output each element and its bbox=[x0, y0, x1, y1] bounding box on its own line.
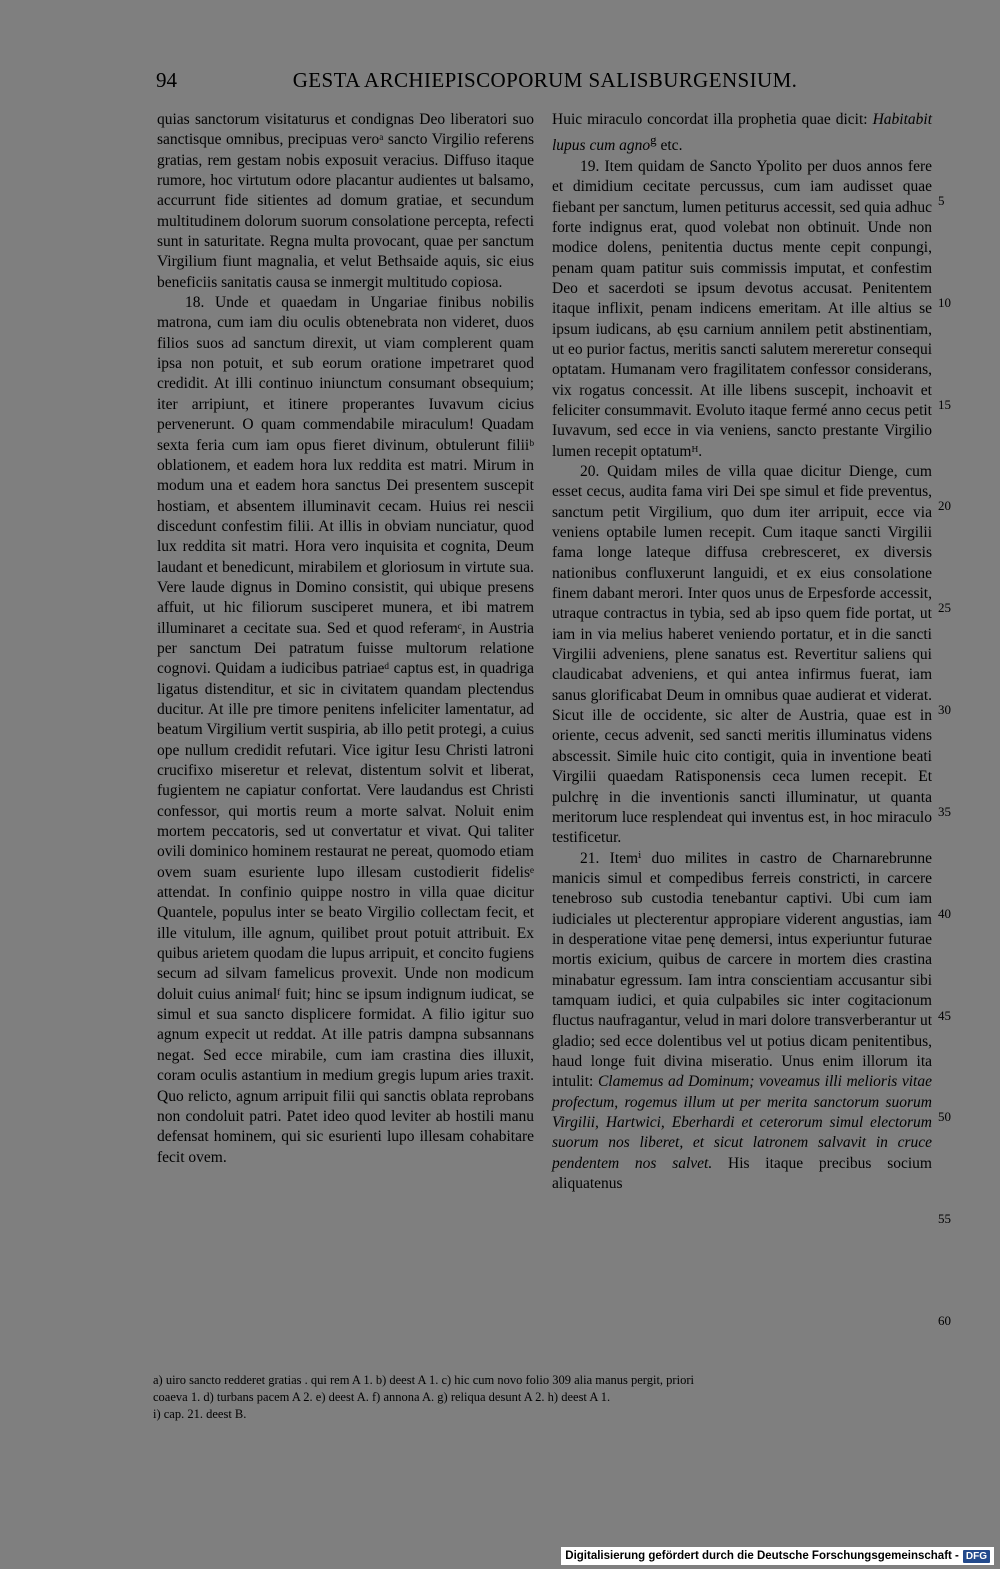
running-title: GESTA ARCHIEPISCOPORUM SALISBURGENSIUM. bbox=[292, 68, 798, 92]
line-number: 5 bbox=[938, 193, 945, 208]
line-number: 20 bbox=[938, 498, 951, 513]
line-number: 30 bbox=[938, 702, 951, 717]
footnote-line: a) uiro sancto redderet gratias . qui rem A 1. b) deest A 1. c) hic cum novo folio 309 alia manus pergit, priori bbox=[153, 1373, 694, 1387]
paragraph-18: 18. Unde et quaedam in Ungariae finibus nobilis matrona, cum iam diu oculis obtenebrata non videret, duos filios suos ad sanctum direxit, ut viam complerent quam ipsa non potuit, et sub eorum oratione impetraret quod credidit. At illi continuo iniunctum consumant obsequium; iter arripiunt, et itinere properantes Iuvavum cicius pervenerunt. O quam commendabile miraculum! Quadam sexta feria cum iam opus fieret divinum, obtulerunt filiiᵇ oblationem, et eadem hora lux reddita est matri. Mirum in modum una et eadem hora sanctus Dei presentem suscepit hostiam, et absentem illuminavit cecam. Huius rei nescii discedunt confestim filii. At illis in obviam nunciatur, quod lux reddita sit matri. Hora vero inquisita et cognita, Deum laudant et benedicunt, mirabilem et gloriosum in virtute sua. Vere laude dignus in Domino consistit, qui ubique presens affuit, ut hic filiorum susciperet munera, et ibi matrem illuminaret a cecitate sua. Sed et quod referamᶜ, in Austria per sanctum Dei patratum fuisse multorum relatione cognovi. Quidam a iudicibus patriaeᵈ captus est, in quadriga ligatus distenditur, et sic in civitatem quandam plectendus ducitur. At ille pre timore penitens infeliciter lamentatur, ad beatum Virgilium vertit suspiria, ab illo petit protegi, a cuius ope nullum credidit refutari. Vice igitur Iesu Christi latroni crucifixo miseretur et relevat, distentum solvit et liberat, fugientem ne capiatur confortat. Vere laudandus est Christi confessor, qui mortis reum a morte salvat. Noluit enim mortem peccatoris, sed ut convertatur et vivat. Qui taliter ovili dominico hominem restaurat ne pereat, quomodo etiam ovem suam esuriente lupo illesam custodierit fidelisᵉ attendat. In confinio quippe nostro in villa quae dicitur Quantele, populus inter se beato Virgilio collectam fecit, et ille vitulum, ille agnum, quilibet prout potuit attribuit. Ex quibus arietem quodam die lupus arripuit, et concito fugiens secum ad silvam famelicus provexit. Unde non modicum doluit cuius animalᶠ fuit; hinc se ipsum indignum iudicat, se simul et sua sancto displicere formidat. A filio igitur suo agnum expecit ut reddat. At ille patris dampna subsannans negat. Sed ecce mirabile, cum iam crastina dies illuxit, coram oculis astantium in medium gregis lupum aries traxit. Quo relicto, agnum arripuit filii qui sanctis oblata reprobans non condoluit patri. Patet ideo quod leviter ab hostili manu defensat hominem, qui sic esurienti lupo illesam cohabitare fecit ovem. bbox=[157, 294, 534, 1166]
right-column bbox=[552, 110, 932, 1194]
footnote-line: i) cap. 21. deest B. bbox=[153, 1407, 247, 1421]
prophecy-end: etc. bbox=[656, 137, 683, 155]
paragraph-21-end: His itaque precibus socium aliquatenus bbox=[552, 1154, 932, 1193]
paragraph-21-text: 21. Itemⁱ duo milites in castro de Charnarebrunne manicis simul et compedibus ferreis constricti, in carcere tenebroso sub custodia tenebantur captivi. Ubi cum iam iudiciales ut plecterentur appropiare viderent angustias, iam in desperatione vitae penę demersi, intus experiuntur futurae mortis exicium, quibus de carcere in mortem dies crastina minabatur egressum. Iam intra conscientiam accusantur sibi tamquam iudici, et quia culpabiles sic inter cogitacionum fluctus naufragantur, velud in mari dolore transverberantur ut gladio; sed ecce dolentibus vel ut potius dicam penitentibus, haud longe fuit divina miseratio. Unus enim illorum ita intulit: bbox=[552, 849, 932, 1091]
prophecy-intro: Huic miraculo concordat illa prophetia quae dicit: bbox=[552, 111, 868, 128]
paragraph bbox=[552, 110, 932, 157]
line-number: 10 bbox=[938, 295, 951, 310]
dfg-logo: DFG bbox=[963, 1550, 990, 1563]
paragraph-19: 19. Item quidam de Sancto Ypolito per duos annos fere et dimidium cecitate percussus, cum iam audisset quae fiebant per sanctum, lumen petiturus accessit, sed quia adhuc forte indignus erat, quod volebat non obtinuit. Unde non modice dolens, penitentia ductus mente cepit conpungi, penam quam patitur suis commissis imputat, et confestim Deo et sacerdoti se ipsum devotus accusat. Penitentem itaque inflixit, penam indicens emeritam. At ille altius se ipsum iudicans, ab ęsu carnium annilem petit abstinentiam, ut eo purior factus, meritis sancti salutem mereretur consequi optatam. Humanam vero fragilitatem confessor considerans, vix rogatus concessit. At ille libens suscepit, inchoavit et feliciter consummavit. Evoluto itaque fermé anno cecus petit Iuvavum, sed ecce in via veniens, sancto prestante Virgilio lumen recepit optatumᴴ. bbox=[552, 157, 932, 460]
footnote-mark: g bbox=[650, 132, 657, 148]
line-number: 45 bbox=[938, 1008, 951, 1023]
prayer-quote: Clamemus ad Dominum; voveamus illi melioris vitae profectum, rogemus illum ut per merita sanctorum suorum Virgilii, Hartwici, Eberhardi et ceterorum simul electorum suorum nos liberet, et sicut latronem salvavit in cruce pendentem nos salvet. bbox=[552, 1073, 932, 1172]
left-column bbox=[157, 110, 534, 1168]
line-number: 25 bbox=[938, 600, 951, 615]
footnotes bbox=[153, 1372, 933, 1423]
line-number: 55 bbox=[938, 1211, 951, 1226]
line-number: 40 bbox=[938, 906, 951, 921]
line-number: 60 bbox=[938, 1313, 951, 1328]
footnote-line: coaeva 1. d) turbans pacem A 2. e) deest A. f) annona A. g) reliqua desunt A 2. h) deest A 1. bbox=[153, 1390, 611, 1404]
prophecy-quote: Habitabit lupus cum agno bbox=[552, 111, 933, 155]
paragraph: quias sanctorum visitaturus et condignas Deo liberatori suo sanctisque omnibus, precipuas veroᵃ sancto Virgilio referens gratias, rem gestam nobis exposuit veracius. Diffuso itaque rumore, hoc virtutum odore placantur audientes ut balsamo, accurrunt fide sitientes ad domum gratiae, et secundum multitudinem dolorum suorum consolatione percepta, refecti sunt in saturitate. Regna multa provocant, quae per sanctum Virgilium fiunt magnalia, et velut Bethsaide aquis, sic eius beneficiis sanitatis causa se inmergit multitudo copiosa. bbox=[157, 111, 534, 291]
line-number: 35 bbox=[938, 804, 951, 819]
line-number: 15 bbox=[938, 397, 951, 412]
page-header bbox=[150, 68, 940, 98]
line-number: 50 bbox=[938, 1109, 951, 1124]
paragraph-20: 20. Quidam miles de villa quae dicitur Dienge, cum esset cecus, audita fama viri Dei spe simul et fide preventus, sanctum petit Virgilium, quo dum iter arripuit, ecce via veniens optabile lumen recepit. Cum itaque sancti Virgilii fama longe lateque diffusa crebresceret, ex diversis nationibus confluxerunt languidi, et ex eius consolatione finem dabant merori. Inter quos unus de Erpesforde accessit, utraque contractus in tybia, sed ab ipso quem fide portat, ut iam in via melius haberet veniendo portatur, et in die sancti Virgilii adveniens, plene sanatus est. Revertitur saliens qui claudicabat adveniens, et qui antea infirmus fuerat, iam sanus glorificabat Deum in omnibus quae audierat et viderat. Sicut ille de occidente, sic alter de Austria, quae est in oriente, cecus advenit, sed sancti meritis illuminatus videns abscessit. Simile huic cito contigit, quia in inventione beati Virgilii quaedam Ratisponensis ceca lumen recepit. Et pulchrę in die inventionis sancti illuminatur, ut quanta meritorum luce resplendeat qui inventus est, in hoc miraculo testificetur. bbox=[552, 463, 932, 847]
digitization-footer bbox=[561, 1547, 994, 1565]
paragraph-21 bbox=[552, 849, 932, 1195]
funding-notice: Digitalisierung gefördert durch die Deutsche Forschungsgemeinschaft - bbox=[565, 1550, 959, 1562]
page-number: 94 bbox=[156, 68, 177, 92]
